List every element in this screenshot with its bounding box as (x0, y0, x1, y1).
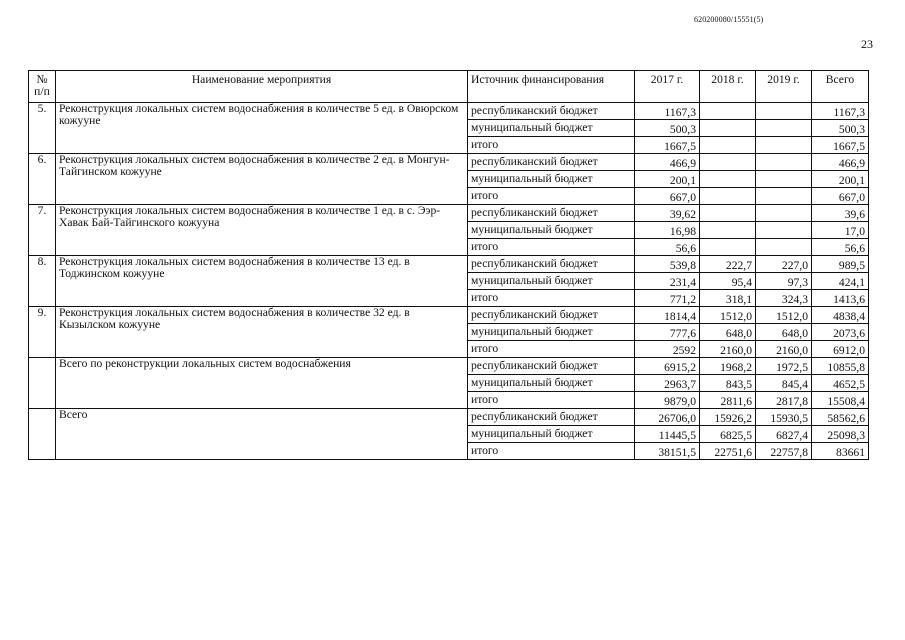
header-year-2017: 2017 г. (635, 71, 700, 103)
value-2018: 648,0 (700, 324, 756, 341)
row-number: 7. (29, 205, 56, 256)
value-2017: 39,62 (635, 205, 700, 222)
value-2019: 1512,0 (756, 307, 812, 324)
value-2017: 1814,4 (635, 307, 700, 324)
funding-source: республиканский бюджет (468, 307, 635, 324)
funding-source: итого (468, 290, 635, 307)
funding-source: итого (468, 341, 635, 358)
row-number: 5. (29, 103, 56, 154)
value-2019: 2160,0 (756, 341, 812, 358)
header-activity-name: Наименование мероприятия (56, 71, 468, 103)
page-number: 23 (861, 37, 873, 51)
table-row (29, 256, 869, 273)
value-2017: 11445,5 (635, 426, 700, 443)
value-2018: 843,5 (700, 375, 756, 392)
header-number (29, 71, 56, 103)
value-2018 (700, 154, 756, 171)
value-2019 (756, 171, 812, 188)
value-total: 989,5 (812, 256, 869, 273)
value-2017: 9879,0 (635, 392, 700, 409)
table-row (29, 307, 869, 324)
value-2019: 845,4 (756, 375, 812, 392)
value-2017: 2963,7 (635, 375, 700, 392)
value-2017: 200,1 (635, 171, 700, 188)
funding-source: республиканский бюджет (468, 205, 635, 222)
row-number: 9. (29, 307, 56, 358)
value-2019: 15930,5 (756, 409, 812, 426)
value-total: 667,0 (812, 188, 869, 205)
value-2019 (756, 137, 812, 154)
header-number-abbr: п/п (34, 85, 50, 99)
activity-name: Всего по реконструкции локальных систем водоснабжения (56, 358, 468, 409)
value-2019: 1972,5 (756, 358, 812, 375)
value-2018: 95,4 (700, 273, 756, 290)
value-total: 17,0 (812, 222, 869, 239)
value-2017: 777,6 (635, 324, 700, 341)
value-2017: 16,98 (635, 222, 700, 239)
value-2017: 56,6 (635, 239, 700, 256)
funding-source: итого (468, 239, 635, 256)
table-row (29, 154, 869, 171)
value-2018: 318,1 (700, 290, 756, 307)
funding-source: муниципальный бюджет (468, 171, 635, 188)
table-header-row (29, 71, 869, 103)
activity-name: Реконструкция локальных систем водоснабжения в количестве 2 ед. в Монгун-Тайгинском кожууне (56, 154, 468, 205)
activity-name: Всего (56, 409, 468, 460)
value-2019 (756, 154, 812, 171)
activity-name: Реконструкция локальных систем водоснабжения в количестве 32 ед. в Кызылском кожууне (56, 307, 468, 358)
value-2019: 648,0 (756, 324, 812, 341)
funding-source: итого (468, 188, 635, 205)
value-2018: 2160,0 (700, 341, 756, 358)
value-2017: 6915,2 (635, 358, 700, 375)
document-code: 620200080/15551(5) (694, 15, 764, 24)
funding-source: республиканский бюджет (468, 154, 635, 171)
funding-source: республиканский бюджет (468, 256, 635, 273)
value-total: 1413,6 (812, 290, 869, 307)
value-2018 (700, 171, 756, 188)
value-2017: 1667,5 (635, 137, 700, 154)
value-2019: 6827,4 (756, 426, 812, 443)
value-2019 (756, 103, 812, 120)
value-total: 6912,0 (812, 341, 869, 358)
activity-name: Реконструкция локальных систем водоснабжения в количестве 13 ед. в Тоджинском кожууне (56, 256, 468, 307)
funding-source: республиканский бюджет (468, 358, 635, 375)
row-number: 6. (29, 154, 56, 205)
header-year-2018: 2018 г. (700, 71, 756, 103)
value-2018 (700, 137, 756, 154)
value-total: 58562,6 (812, 409, 869, 426)
value-2018: 2811,6 (700, 392, 756, 409)
value-2018: 22751,6 (700, 443, 756, 460)
value-2018 (700, 188, 756, 205)
funding-source: итого (468, 443, 635, 460)
value-2019: 22757,8 (756, 443, 812, 460)
value-2019: 324,3 (756, 290, 812, 307)
value-2019 (756, 120, 812, 137)
table-row (29, 205, 869, 222)
value-2018: 1512,0 (700, 307, 756, 324)
header-funding-source: Источник финансирования (468, 71, 635, 103)
value-total: 56,6 (812, 239, 869, 256)
value-total: 15508,4 (812, 392, 869, 409)
value-2017: 539,8 (635, 256, 700, 273)
value-2017: 500,3 (635, 120, 700, 137)
funding-source: республиканский бюджет (468, 103, 635, 120)
value-2018: 1968,2 (700, 358, 756, 375)
value-total: 39,6 (812, 205, 869, 222)
value-2018 (700, 205, 756, 222)
funding-source: итого (468, 392, 635, 409)
row-number: 8. (29, 256, 56, 307)
row-number (29, 358, 56, 409)
value-2018 (700, 120, 756, 137)
header-year-2019: 2019 г. (756, 71, 812, 103)
header-number-symbol: № (36, 73, 48, 86)
funding-source: республиканский бюджет (468, 409, 635, 426)
value-2019: 97,3 (756, 273, 812, 290)
value-total: 4652,5 (812, 375, 869, 392)
value-2017: 231,4 (635, 273, 700, 290)
value-2019 (756, 205, 812, 222)
header-total: Всего (812, 71, 869, 103)
value-2017: 2592 (635, 341, 700, 358)
value-total: 83661 (812, 443, 869, 460)
value-2017: 466,9 (635, 154, 700, 171)
activity-name: Реконструкция локальных систем водоснабжения в количестве 5 ед. в Овюрском кожууне (56, 103, 468, 154)
value-2019 (756, 239, 812, 256)
value-total: 10855,8 (812, 358, 869, 375)
funding-source: муниципальный бюджет (468, 222, 635, 239)
value-total: 4838,4 (812, 307, 869, 324)
value-2019: 227,0 (756, 256, 812, 273)
value-2018 (700, 239, 756, 256)
funding-source: муниципальный бюджет (468, 324, 635, 341)
value-2017: 26706,0 (635, 409, 700, 426)
value-2018 (700, 103, 756, 120)
value-2019 (756, 222, 812, 239)
table-body (29, 103, 869, 460)
value-2017: 771,2 (635, 290, 700, 307)
funding-source: муниципальный бюджет (468, 375, 635, 392)
value-2017: 38151,5 (635, 443, 700, 460)
row-number (29, 409, 56, 460)
table-row (29, 358, 869, 375)
funding-source: муниципальный бюджет (468, 273, 635, 290)
value-total: 200,1 (812, 171, 869, 188)
value-total: 25098,3 (812, 426, 869, 443)
value-2017: 667,0 (635, 188, 700, 205)
value-total: 500,3 (812, 120, 869, 137)
value-total: 1667,5 (812, 137, 869, 154)
funding-source: итого (468, 137, 635, 154)
funding-source: муниципальный бюджет (468, 120, 635, 137)
value-2017: 1167,3 (635, 103, 700, 120)
table-row (29, 409, 869, 426)
value-2018: 222,7 (700, 256, 756, 273)
funding-table (28, 70, 869, 460)
value-total: 2073,6 (812, 324, 869, 341)
value-total: 424,1 (812, 273, 869, 290)
value-2019 (756, 188, 812, 205)
value-total: 1167,3 (812, 103, 869, 120)
activity-name: Реконструкция локальных систем водоснабжения в количестве 1 ед. в с. Ээр-Хавак Бай-Тайгинского кожууна (56, 205, 468, 256)
value-2019: 2817,8 (756, 392, 812, 409)
value-2018: 6825,5 (700, 426, 756, 443)
value-total: 466,9 (812, 154, 869, 171)
value-2018 (700, 222, 756, 239)
value-2018: 15926,2 (700, 409, 756, 426)
table-row (29, 103, 869, 120)
funding-source: муниципальный бюджет (468, 426, 635, 443)
